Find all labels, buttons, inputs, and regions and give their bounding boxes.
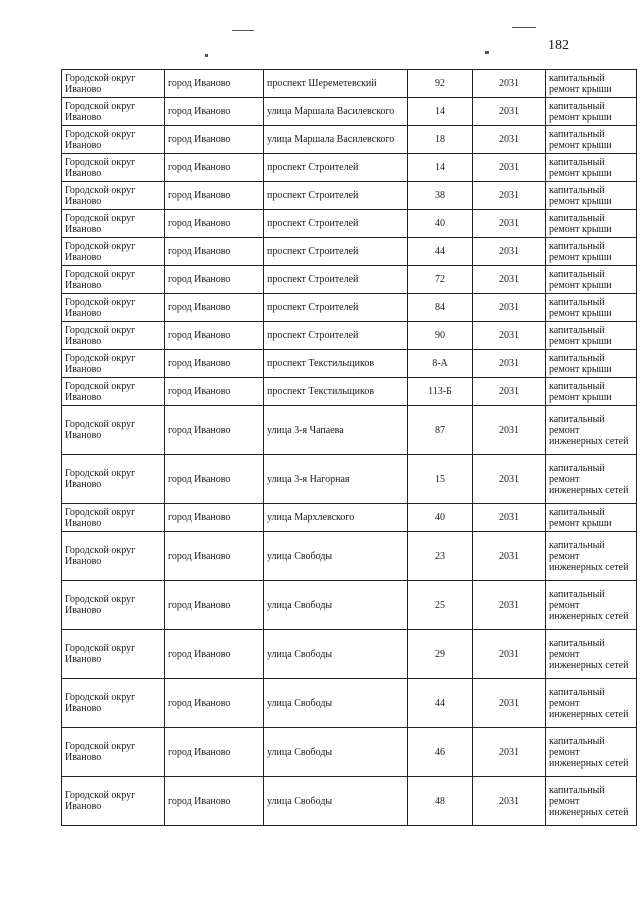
okrug-cell: Городской округ Иваново bbox=[62, 455, 165, 504]
city-cell: город Иваново bbox=[165, 532, 264, 581]
table-row bbox=[62, 455, 637, 504]
street-cell: проспект Строителей bbox=[264, 154, 408, 182]
city-cell: город Иваново bbox=[165, 322, 264, 350]
scan-mark bbox=[232, 30, 254, 31]
city-cell: город Иваново bbox=[165, 238, 264, 266]
okrug-cell: Городской округ Иваново bbox=[62, 728, 165, 777]
work-type-cell: капитальный ремонт инженерных сетей bbox=[546, 532, 637, 581]
street-cell: проспект Строителей bbox=[264, 266, 408, 294]
year-cell: 2031 bbox=[473, 728, 546, 777]
okrug-cell: Городской округ Иваново bbox=[62, 294, 165, 322]
house-number-cell: 48 bbox=[408, 777, 473, 826]
year-cell: 2031 bbox=[473, 378, 546, 406]
city-cell: город Иваново bbox=[165, 504, 264, 532]
table-row bbox=[62, 630, 637, 679]
city-cell: город Иваново bbox=[165, 406, 264, 455]
house-number-cell: 72 bbox=[408, 266, 473, 294]
table-row bbox=[62, 70, 637, 98]
table-row bbox=[62, 679, 637, 728]
street-cell: улица Маршала Василевского bbox=[264, 98, 408, 126]
work-type-cell: капитальный ремонт инженерных сетей bbox=[546, 679, 637, 728]
house-number-cell: 15 bbox=[408, 455, 473, 504]
table-row bbox=[62, 266, 637, 294]
scan-mark bbox=[485, 51, 489, 54]
street-cell: улица Свободы bbox=[264, 777, 408, 826]
okrug-cell: Городской округ Иваново bbox=[62, 777, 165, 826]
street-cell: проспект Строителей bbox=[264, 210, 408, 238]
work-type-cell: капитальный ремонт крыши bbox=[546, 266, 637, 294]
table-row bbox=[62, 581, 637, 630]
house-number-cell: 29 bbox=[408, 630, 473, 679]
street-cell: улица 3-я Нагорная bbox=[264, 455, 408, 504]
work-type-cell: капитальный ремонт крыши bbox=[546, 70, 637, 98]
okrug-cell: Городской округ Иваново bbox=[62, 322, 165, 350]
okrug-cell: Городской округ Иваново bbox=[62, 266, 165, 294]
house-number-cell: 44 bbox=[408, 679, 473, 728]
okrug-cell: Городской округ Иваново bbox=[62, 126, 165, 154]
scan-mark bbox=[205, 54, 208, 57]
table-row bbox=[62, 406, 637, 455]
year-cell: 2031 bbox=[473, 294, 546, 322]
work-type-cell: капитальный ремонт крыши bbox=[546, 294, 637, 322]
house-number-cell: 44 bbox=[408, 238, 473, 266]
table-row bbox=[62, 504, 637, 532]
street-cell: проспект Строителей bbox=[264, 294, 408, 322]
work-type-cell: капитальный ремонт крыши bbox=[546, 322, 637, 350]
street-cell: улица Маршала Василевского bbox=[264, 126, 408, 154]
house-number-cell: 23 bbox=[408, 532, 473, 581]
table-row bbox=[62, 350, 637, 378]
house-number-cell: 40 bbox=[408, 210, 473, 238]
street-cell: проспект Строителей bbox=[264, 238, 408, 266]
city-cell: город Иваново bbox=[165, 182, 264, 210]
house-number-cell: 18 bbox=[408, 126, 473, 154]
work-type-cell: капитальный ремонт инженерных сетей bbox=[546, 581, 637, 630]
street-cell: проспект Текстильщиков bbox=[264, 350, 408, 378]
work-type-cell: капитальный ремонт крыши bbox=[546, 238, 637, 266]
year-cell: 2031 bbox=[473, 70, 546, 98]
okrug-cell: Городской округ Иваново bbox=[62, 182, 165, 210]
table-row bbox=[62, 182, 637, 210]
street-cell: улица Свободы bbox=[264, 728, 408, 777]
work-type-cell: капитальный ремонт крыши bbox=[546, 154, 637, 182]
okrug-cell: Городской округ Иваново bbox=[62, 238, 165, 266]
okrug-cell: Городской округ Иваново bbox=[62, 98, 165, 126]
work-type-cell: капитальный ремонт инженерных сетей bbox=[546, 630, 637, 679]
city-cell: город Иваново bbox=[165, 70, 264, 98]
work-type-cell: капитальный ремонт крыши bbox=[546, 126, 637, 154]
okrug-cell: Городской округ Иваново bbox=[62, 154, 165, 182]
city-cell: город Иваново bbox=[165, 154, 264, 182]
city-cell: город Иваново bbox=[165, 581, 264, 630]
house-number-cell: 46 bbox=[408, 728, 473, 777]
house-number-cell: 14 bbox=[408, 98, 473, 126]
table-row bbox=[62, 322, 637, 350]
year-cell: 2031 bbox=[473, 182, 546, 210]
street-cell: улица Свободы bbox=[264, 679, 408, 728]
city-cell: город Иваново bbox=[165, 98, 264, 126]
table-row bbox=[62, 777, 637, 826]
table-row bbox=[62, 728, 637, 777]
house-number-cell: 38 bbox=[408, 182, 473, 210]
okrug-cell: Городской округ Иваново bbox=[62, 210, 165, 238]
house-number-cell: 8-А bbox=[408, 350, 473, 378]
okrug-cell: Городской округ Иваново bbox=[62, 70, 165, 98]
house-number-cell: 14 bbox=[408, 154, 473, 182]
street-cell: улица Мархлевского bbox=[264, 504, 408, 532]
okrug-cell: Городской округ Иваново bbox=[62, 504, 165, 532]
work-type-cell: капитальный ремонт инженерных сетей bbox=[546, 455, 637, 504]
city-cell: город Иваново bbox=[165, 378, 264, 406]
city-cell: город Иваново bbox=[165, 210, 264, 238]
work-type-cell: капитальный ремонт инженерных сетей bbox=[546, 777, 637, 826]
city-cell: город Иваново bbox=[165, 266, 264, 294]
okrug-cell: Городской округ Иваново bbox=[62, 350, 165, 378]
year-cell: 2031 bbox=[473, 777, 546, 826]
table-row bbox=[62, 210, 637, 238]
year-cell: 2031 bbox=[473, 98, 546, 126]
house-number-cell: 87 bbox=[408, 406, 473, 455]
year-cell: 2031 bbox=[473, 630, 546, 679]
year-cell: 2031 bbox=[473, 350, 546, 378]
street-cell: проспект Текстильщиков bbox=[264, 378, 408, 406]
scan-mark bbox=[512, 27, 536, 28]
street-cell: улица Свободы bbox=[264, 532, 408, 581]
street-cell: проспект Строителей bbox=[264, 322, 408, 350]
table-row bbox=[62, 98, 637, 126]
year-cell: 2031 bbox=[473, 532, 546, 581]
work-type-cell: капитальный ремонт крыши bbox=[546, 98, 637, 126]
work-type-cell: капитальный ремонт крыши bbox=[546, 182, 637, 210]
house-number-cell: 84 bbox=[408, 294, 473, 322]
okrug-cell: Городской округ Иваново bbox=[62, 679, 165, 728]
year-cell: 2031 bbox=[473, 679, 546, 728]
okrug-cell: Городской округ Иваново bbox=[62, 532, 165, 581]
city-cell: город Иваново bbox=[165, 294, 264, 322]
work-type-cell: капитальный ремонт крыши bbox=[546, 378, 637, 406]
work-type-cell: капитальный ремонт крыши bbox=[546, 210, 637, 238]
okrug-cell: Городской округ Иваново bbox=[62, 581, 165, 630]
year-cell: 2031 bbox=[473, 210, 546, 238]
year-cell: 2031 bbox=[473, 322, 546, 350]
city-cell: город Иваново bbox=[165, 455, 264, 504]
page-number: 182 bbox=[548, 38, 569, 53]
year-cell: 2031 bbox=[473, 238, 546, 266]
street-cell: проспект Шереметевский bbox=[264, 70, 408, 98]
year-cell: 2031 bbox=[473, 266, 546, 294]
table-row bbox=[62, 532, 637, 581]
year-cell: 2031 bbox=[473, 581, 546, 630]
table-row bbox=[62, 378, 637, 406]
house-number-cell: 40 bbox=[408, 504, 473, 532]
work-type-cell: капитальный ремонт крыши bbox=[546, 350, 637, 378]
year-cell: 2031 bbox=[473, 504, 546, 532]
city-cell: город Иваново bbox=[165, 126, 264, 154]
street-cell: улица Свободы bbox=[264, 630, 408, 679]
work-type-cell: капитальный ремонт инженерных сетей bbox=[546, 406, 637, 455]
work-type-cell: капитальный ремонт крыши bbox=[546, 504, 637, 532]
year-cell: 2031 bbox=[473, 455, 546, 504]
okrug-cell: Городской округ Иваново bbox=[62, 378, 165, 406]
year-cell: 2031 bbox=[473, 154, 546, 182]
city-cell: город Иваново bbox=[165, 777, 264, 826]
table-row bbox=[62, 238, 637, 266]
street-cell: улица Свободы bbox=[264, 581, 408, 630]
work-type-cell: капитальный ремонт инженерных сетей bbox=[546, 728, 637, 777]
table-row bbox=[62, 154, 637, 182]
city-cell: город Иваново bbox=[165, 630, 264, 679]
table-row bbox=[62, 126, 637, 154]
street-cell: улица 3-я Чапаева bbox=[264, 406, 408, 455]
year-cell: 2031 bbox=[473, 126, 546, 154]
city-cell: город Иваново bbox=[165, 350, 264, 378]
street-cell: проспект Строителей bbox=[264, 182, 408, 210]
house-number-cell: 90 bbox=[408, 322, 473, 350]
table-body bbox=[62, 70, 637, 826]
house-number-cell: 92 bbox=[408, 70, 473, 98]
table-row bbox=[62, 294, 637, 322]
year-cell: 2031 bbox=[473, 406, 546, 455]
okrug-cell: Городской округ Иваново bbox=[62, 630, 165, 679]
city-cell: город Иваново bbox=[165, 679, 264, 728]
house-number-cell: 25 bbox=[408, 581, 473, 630]
okrug-cell: Городской округ Иваново bbox=[62, 406, 165, 455]
house-number-cell: 113-Б bbox=[408, 378, 473, 406]
registry-table bbox=[61, 69, 637, 826]
city-cell: город Иваново bbox=[165, 728, 264, 777]
